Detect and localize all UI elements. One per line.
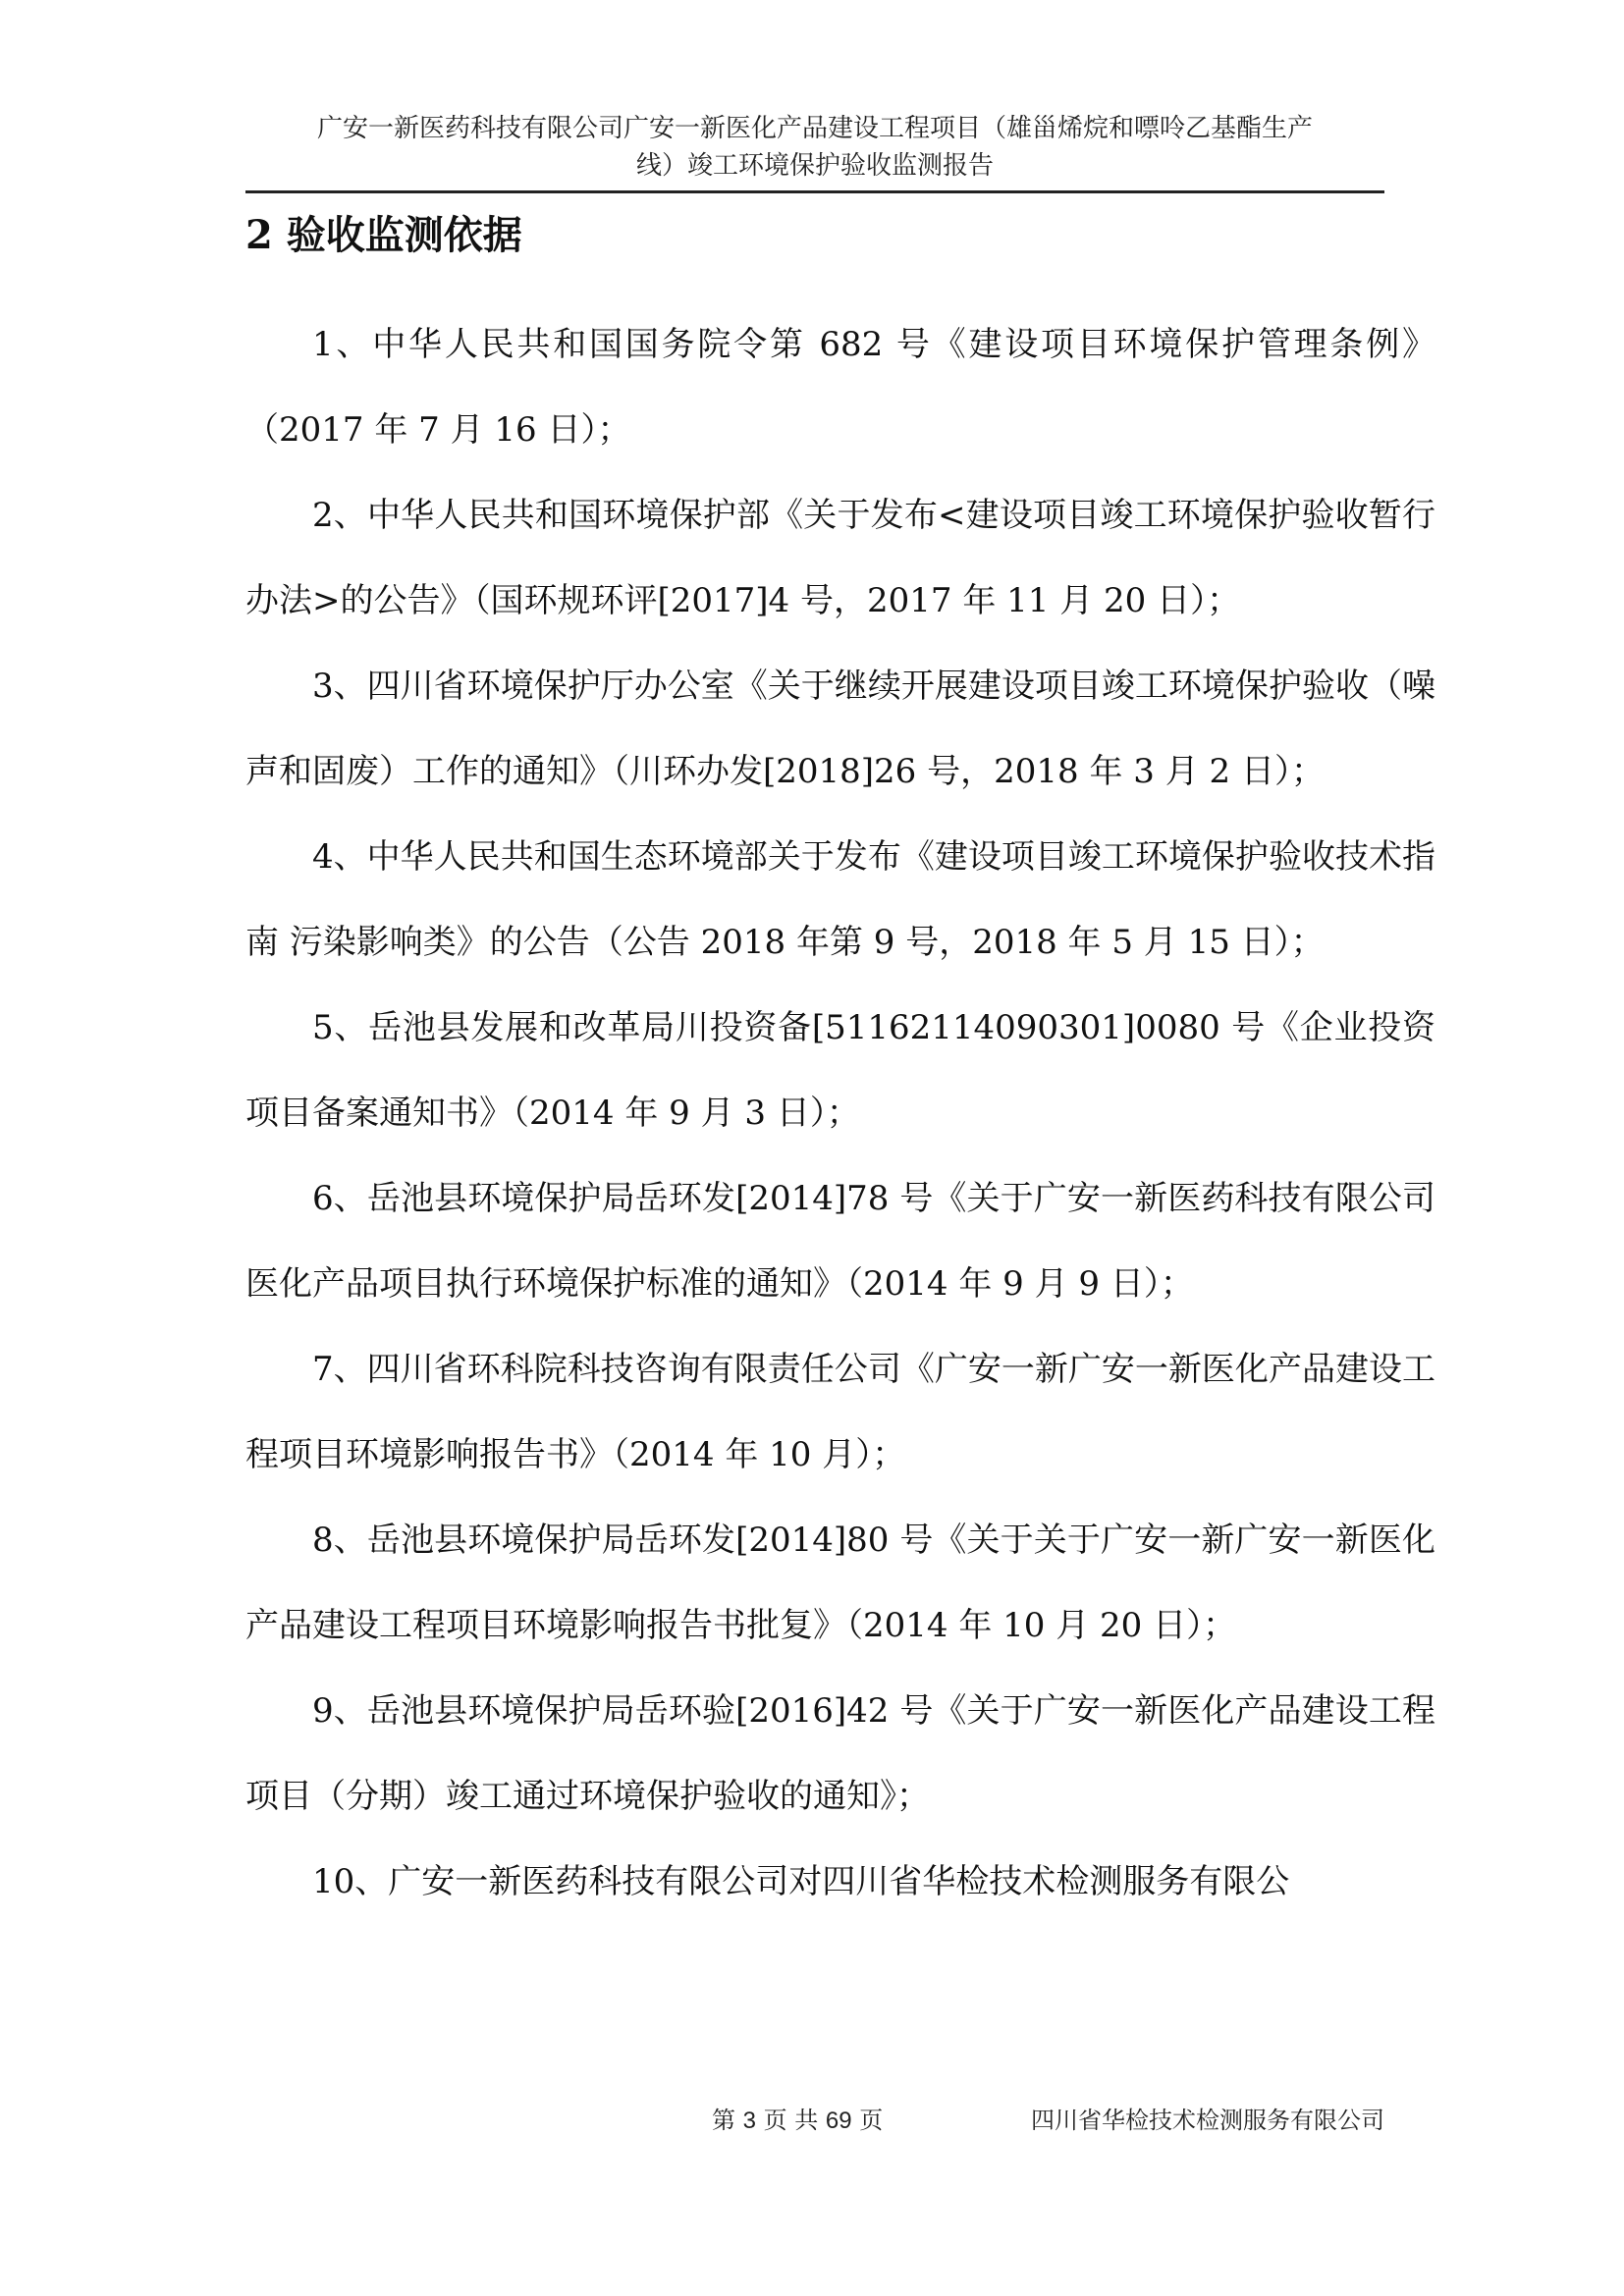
page-middle: 页 共 — [763, 2107, 819, 2134]
header-line-1: 广安一新医药科技有限公司广安一新医化产品建设工程项目（雄甾烯烷和嘌呤乙基酯生产 — [316, 114, 1313, 143]
paragraph-7: 7、四川省环科院科技咨询有限责任公司《广安一新广安一新医化产品建设工程项目环境影响报告书》（2014 年 10 月）； — [245, 1350, 1435, 1474]
paragraph-9: 9、岳池县环境保护局岳环验[2016]42 号《关于广安一新医化产品建设工程项目（分期）竣工通过环境保护验收的通知》； — [245, 1691, 1435, 1816]
page-header — [245, 110, 1384, 193]
footer-company: 四川省华检技术检测服务有限公司 — [1031, 2107, 1384, 2134]
paragraph-10: 10、广安一新医药科技有限公司对四川省华检技术检测服务有限公 — [312, 1862, 1290, 1901]
paragraph-6: 6、岳池县环境保护局岳环发[2014]78 号《关于广安一新医药科技有限公司医化产品项目执行环境保护标准的通知》（2014 年 9 月 9 日）； — [245, 1179, 1435, 1304]
page-current: 3 — [742, 2108, 756, 2134]
page-total: 69 — [825, 2108, 852, 2134]
section-title: 2 验收监测依据 — [245, 212, 522, 258]
paragraph-4: 4、中华人民共和国生态环境部关于发布《建设项目竣工环境保护验收技术指南 污染影响类》的公告（公告 2018 年第 9 号，2018 年 5 月 15 日）； — [245, 837, 1435, 962]
page-suffix: 页 — [859, 2107, 884, 2134]
paragraph-2: 2、中华人民共和国环境保护部《关于发布<建设项目竣工环境保护验收暂行办法>的公告》（国环规环评[2017]4 号，2017 年 11 月 20 日）； — [245, 496, 1435, 620]
body-text — [245, 302, 1435, 1925]
paragraph-1: 1、中华人民共和国国务院令第 682 号《建设项目环境保护管理条例》（2017 年 7 月 16 日）； — [245, 325, 1435, 450]
page-prefix: 第 — [712, 2107, 735, 2134]
paragraph-3: 3、四川省环境保护厅办公室《关于继续开展建设项目竣工环境保护验收（噪声和固废）工作的通知》（川环办发[2018]26 号，2018 年 3 月 2 日）； — [245, 667, 1435, 791]
page-number — [712, 2101, 883, 2135]
page-footer — [245, 2101, 1384, 2140]
paragraph-5: 5、岳池县发展和改革局川投资备[51162114090301]0080 号《企业投资项目备案通知书》（2014 年 9 月 3 日）； — [245, 1008, 1435, 1133]
paragraph-8: 8、岳池县环境保护局岳环发[2014]80 号《关于关于广安一新广安一新医化产品建设工程项目环境影响报告书批复》（2014 年 10 月 20 日）； — [245, 1521, 1435, 1645]
header-line-2: 线）竣工环境保护验收监测报告 — [635, 151, 994, 181]
